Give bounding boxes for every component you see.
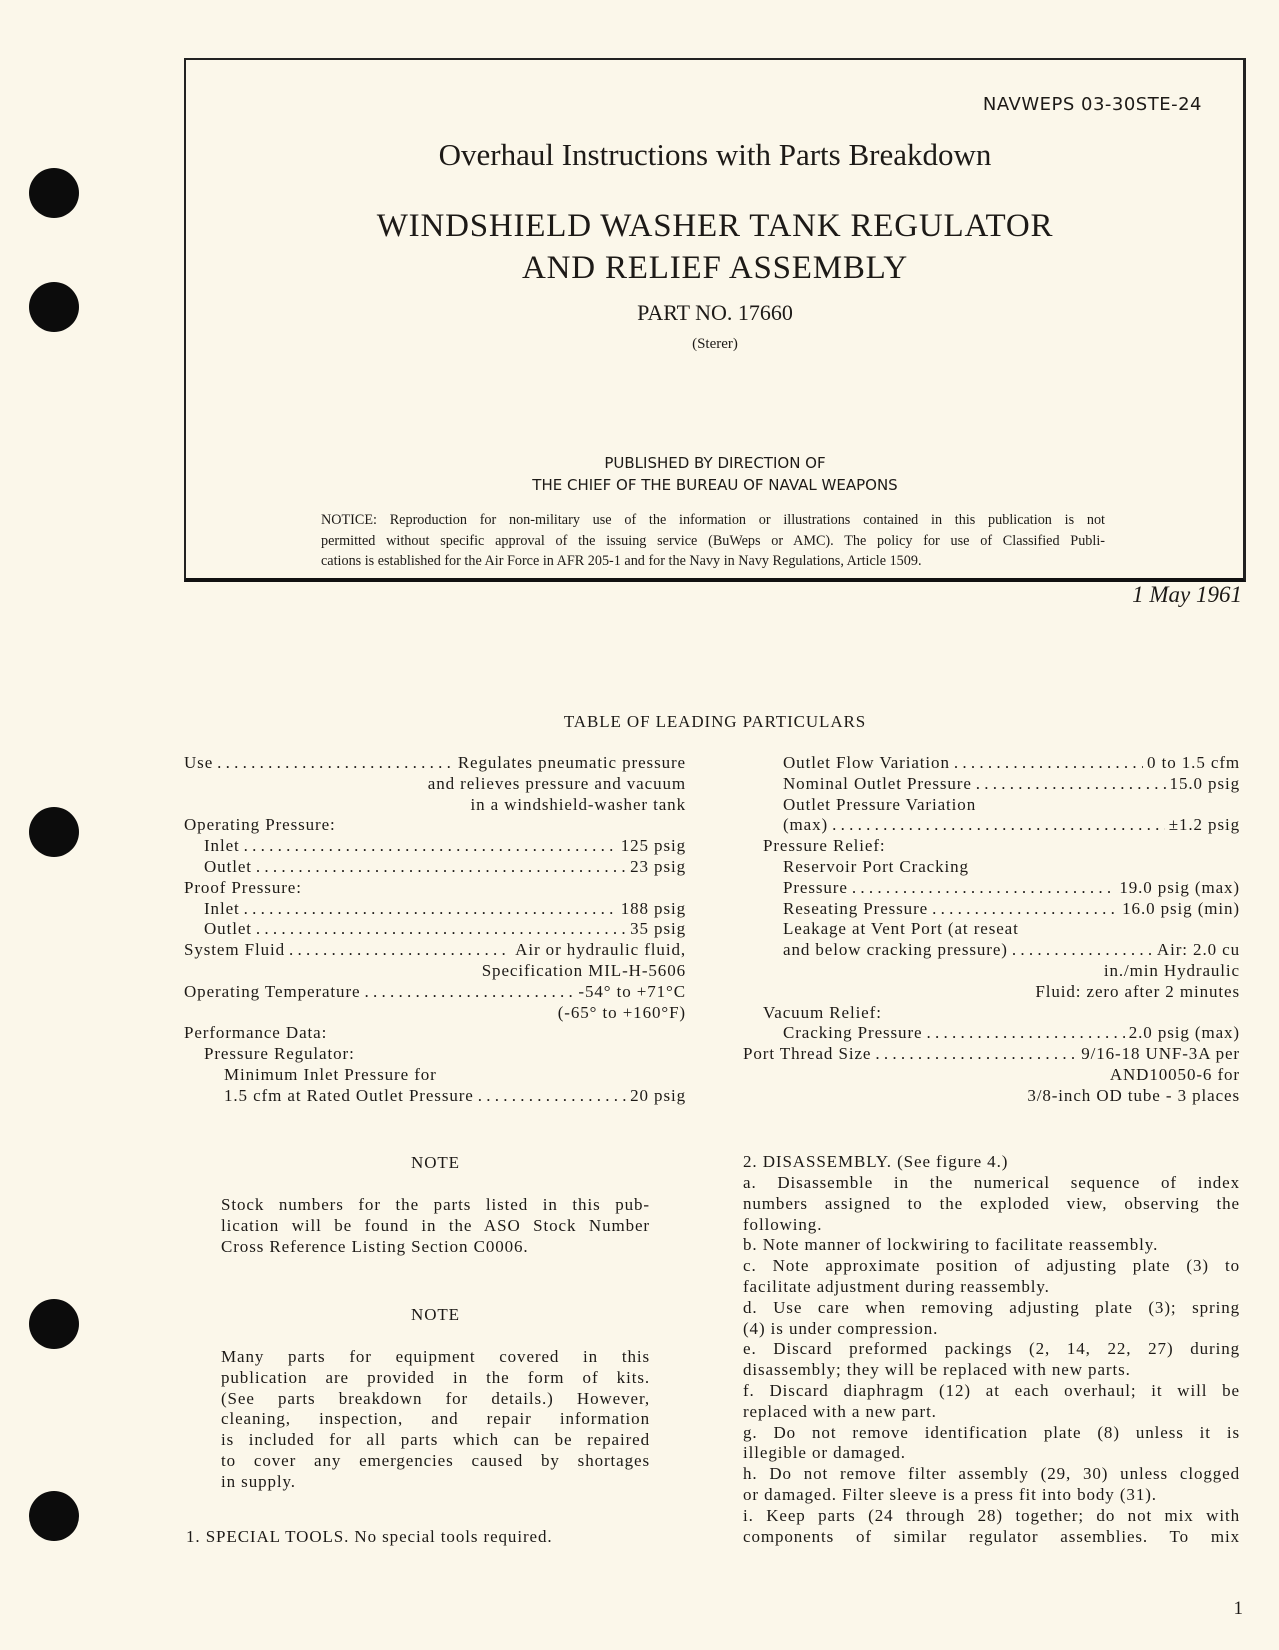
particular-value: 0 to 1.5 cfm <box>1147 753 1240 772</box>
particular-label: Nominal Outlet Pressure <box>783 773 972 793</box>
dot-leader <box>256 919 626 940</box>
disassembly-step-line: b. Note manner of lockwiring to facilitate reassembly. <box>743 1235 1159 1255</box>
particular-value-continued: AND10050-6 for <box>1109 1064 1240 1084</box>
particular-label: Inlet <box>204 836 240 856</box>
dot-leader <box>852 878 1116 899</box>
dot-leader <box>1012 940 1153 961</box>
particular-row <box>743 878 1240 899</box>
disassembly-step-line: following. <box>743 1214 823 1234</box>
particular-row <box>743 774 1240 795</box>
subtitle: Overhaul Instructions with Parts Breakdown <box>438 137 992 172</box>
dot-leader <box>256 857 626 878</box>
particular-value-continued: in a windshield-washer tank <box>470 794 686 814</box>
particular-row <box>184 878 686 899</box>
note-line: publication are provided in the form of kits. <box>221 1367 650 1387</box>
particular-value: 15.0 psig <box>1169 773 1240 793</box>
particular-value: 125 psig <box>620 836 686 856</box>
particular-label: Use <box>184 753 214 772</box>
dot-leader <box>244 899 617 920</box>
disassembly-step-line: replaced with a new part. <box>743 1401 937 1421</box>
particular-value-continued: Specification MIL-H-5606 <box>481 960 686 980</box>
particular-row <box>743 753 1240 774</box>
title-line-2: AND RELIEF ASSEMBLY <box>522 250 908 286</box>
particular-label: Performance Data: <box>184 1023 328 1043</box>
manufacturer: (Sterer) <box>692 336 738 352</box>
particular-label: Pressure <box>783 877 848 897</box>
note-line: cleaning, inspection, and repair information <box>221 1409 650 1429</box>
particular-label: 1.5 cfm at Rated Outlet Pressure <box>224 1085 474 1105</box>
particular-label: Outlet Flow Variation <box>783 753 950 772</box>
disassembly-step-line: e. Discard preformed packings (2, 14, 22, 27) during <box>743 1339 1240 1359</box>
particular-value: 2.0 psig (max) <box>1128 1023 1240 1043</box>
particular-label: Reseating Pressure <box>783 898 929 918</box>
binder-hole-icon <box>29 1491 79 1541</box>
particular-value-continued: (-65° to +160°F) <box>557 1002 686 1022</box>
particular-label: Pressure Regulator: <box>204 1044 355 1064</box>
note-line: is included for all parts which can be repaired <box>221 1430 650 1450</box>
note-line: to cover any emergencies caused by shortages <box>221 1450 650 1470</box>
particular-row <box>184 899 686 920</box>
notice-line: cations is established for the Air Force in AFR 205-1 and for the Navy in Navy Regulations, Article 1509. <box>321 553 922 569</box>
binder-hole-icon <box>29 807 79 857</box>
notice <box>321 510 1105 572</box>
note-heading: NOTE <box>411 1153 460 1172</box>
particular-row <box>743 857 1240 878</box>
binder-hole-icon <box>29 1299 79 1349</box>
particular-label: Operating Pressure: <box>184 815 336 835</box>
particular-row <box>743 1044 1240 1065</box>
particular-value: Air or hydraulic fluid, <box>515 940 686 960</box>
particular-row <box>184 815 686 836</box>
disassembly-step-line: g. Do not remove identification plate (8) unless it is <box>743 1422 1240 1442</box>
particular-row <box>184 836 686 857</box>
document-number: NAVWEPS 03-30STE-24 <box>982 94 1202 115</box>
part-number: PART NO. 17660 <box>637 300 793 325</box>
particular-row <box>743 919 1240 940</box>
particular-label: Outlet <box>204 856 252 876</box>
dot-leader <box>289 940 511 961</box>
dot-leader <box>954 753 1143 774</box>
particular-value: 188 psig <box>620 898 686 918</box>
dot-leader <box>976 774 1166 795</box>
particular-label: Cracking Pressure <box>783 1023 923 1043</box>
particular-label: Port Thread Size <box>743 1044 872 1064</box>
particular-label: System Fluid <box>184 940 286 960</box>
particular-label: Reservoir Port Cracking <box>783 856 969 876</box>
disassembly-step-line: c. Note approximate position of adjusting plate (3) to <box>743 1256 1240 1276</box>
particulars-left-column <box>184 753 686 1107</box>
particular-row <box>184 1065 686 1086</box>
particular-value-continued: in./min Hydraulic <box>1103 960 1240 980</box>
disassembly-step-line: facilitate adjustment during reassembly. <box>743 1276 1050 1296</box>
particular-label: Operating Temperature <box>184 981 361 1001</box>
particular-value-continued: Fluid: zero after 2 minutes <box>1035 981 1240 1001</box>
particular-row <box>743 795 1240 816</box>
particular-row <box>743 940 1240 961</box>
page-number: 1 <box>1233 1598 1243 1619</box>
dot-leader <box>478 1086 626 1107</box>
particular-label: and below cracking pressure) <box>783 940 1008 960</box>
particular-label: Pressure Relief: <box>763 836 886 856</box>
dot-leader <box>875 1044 1077 1065</box>
particular-row <box>743 1003 1240 1024</box>
note-line: Many parts for equipment covered in this <box>221 1347 650 1366</box>
particular-value: 23 psig <box>630 856 686 876</box>
disassembly-step-line: (4) is under compression. <box>743 1318 939 1338</box>
particular-label: Outlet Pressure Variation <box>783 794 977 814</box>
particular-label: Proof Pressure: <box>184 877 302 897</box>
particular-value: 35 psig <box>630 919 686 939</box>
special-tools-section: 1. SPECIAL TOOLS. No special tools required. <box>186 1527 553 1546</box>
particular-row <box>743 815 1240 836</box>
notice-line: permitted without specific approval of the issuing service (BuWeps or AMC). The policy for use of Classified Publi- <box>321 532 1105 549</box>
note-body <box>221 1347 650 1493</box>
disassembly-heading: 2. DISASSEMBLY. (See figure 4.) <box>743 1152 1009 1171</box>
dot-leader <box>832 815 1165 836</box>
particular-row <box>184 1086 686 1107</box>
disassembly-step-line: illegible or damaged. <box>743 1443 906 1463</box>
particular-row <box>184 1044 686 1065</box>
particular-row <box>743 836 1240 857</box>
binder-hole-icon <box>29 168 79 218</box>
particular-row <box>743 1023 1240 1044</box>
particulars-right-column <box>743 753 1240 1107</box>
published-by-line-2: THE CHIEF OF THE BUREAU OF NAVAL WEAPONS <box>532 476 898 494</box>
particular-value-continued: 3/8-inch OD tube - 3 places <box>1027 1085 1240 1105</box>
particular-row <box>184 1023 686 1044</box>
note-line: lication will be found in the ASO Stock Number <box>221 1215 650 1235</box>
particular-value: 16.0 psig (min) <box>1122 898 1240 918</box>
disassembly-step-line: or damaged. Filter sleeve is a press fit into body (31). <box>743 1484 1157 1504</box>
disassembly-step-line: numbers assigned to the exploded view, observing the <box>743 1193 1240 1213</box>
disassembly-step-line: i. Keep parts (24 through 28) together; do not mix with <box>743 1505 1240 1525</box>
dot-leader <box>364 982 574 1003</box>
note-line: Cross Reference Listing Section C0006. <box>221 1236 529 1256</box>
particular-label: Leakage at Vent Port (at reseat <box>783 919 1019 939</box>
particular-label: Minimum Inlet Pressure for <box>224 1064 437 1084</box>
note-line: in supply. <box>221 1471 296 1491</box>
particular-value: 19.0 psig (max) <box>1119 877 1240 897</box>
particular-row <box>184 940 686 961</box>
particular-row <box>184 982 686 1003</box>
publication-date: 1 May 1961 <box>1132 582 1242 607</box>
disassembly-step-line: disassembly; they will be replaced with new parts. <box>743 1360 1131 1380</box>
particular-value: ±1.2 psig <box>1168 815 1240 835</box>
particular-value-continued: and relieves pressure and vacuum <box>427 773 686 793</box>
particular-row <box>184 857 686 878</box>
disassembly-step-line: a. Disassemble in the numerical sequence of index <box>743 1173 1240 1192</box>
disassembly-steps <box>743 1173 1240 1547</box>
note-body <box>221 1195 650 1257</box>
particular-value: Regulates pneumatic pressure <box>457 753 686 772</box>
dot-leader <box>244 836 617 857</box>
particular-label: Vacuum Relief: <box>763 1002 882 1022</box>
disassembly-step-line: f. Discard diaphragm (12) at each overhaul; it will be <box>743 1380 1240 1400</box>
note-line: Stock numbers for the parts listed in this pub- <box>221 1195 650 1214</box>
particular-row <box>743 899 1240 920</box>
dot-leader <box>926 1023 1124 1044</box>
disassembly-step-line: components of similar regulator assemblies. To mix <box>743 1526 1240 1546</box>
particulars-title: TABLE OF LEADING PARTICULARS <box>563 712 867 731</box>
dot-leader <box>217 753 454 774</box>
disassembly-step-line: d. Use care when removing adjusting plate (3); spring <box>743 1297 1240 1317</box>
particular-value: -54° to +71°C <box>578 981 686 1001</box>
particular-label: (max) <box>783 815 829 835</box>
particular-label: Outlet <box>204 919 252 939</box>
particular-value: Air: 2.0 cu <box>1156 940 1240 960</box>
particular-value: 9/16-18 UNF-3A per <box>1081 1044 1240 1064</box>
note-heading: NOTE <box>411 1305 460 1324</box>
note-line: (See parts breakdown for details.) However, <box>221 1388 650 1408</box>
dot-leader <box>932 899 1118 920</box>
particular-row <box>184 753 686 774</box>
title-line-1: WINDSHIELD WASHER TANK REGULATOR <box>376 208 1054 244</box>
binder-hole-icon <box>29 282 79 332</box>
particular-row <box>184 919 686 940</box>
disassembly-step-line: h. Do not remove filter assembly (29, 30) unless clogged <box>743 1464 1240 1484</box>
particular-label: Inlet <box>204 898 240 918</box>
notice-line: NOTICE: Reproduction for non-military use of the information or illustrations contained in this publication is not <box>321 512 1105 528</box>
published-by-line-1: PUBLISHED BY DIRECTION OF <box>604 454 826 472</box>
particular-value: 20 psig <box>630 1085 686 1105</box>
